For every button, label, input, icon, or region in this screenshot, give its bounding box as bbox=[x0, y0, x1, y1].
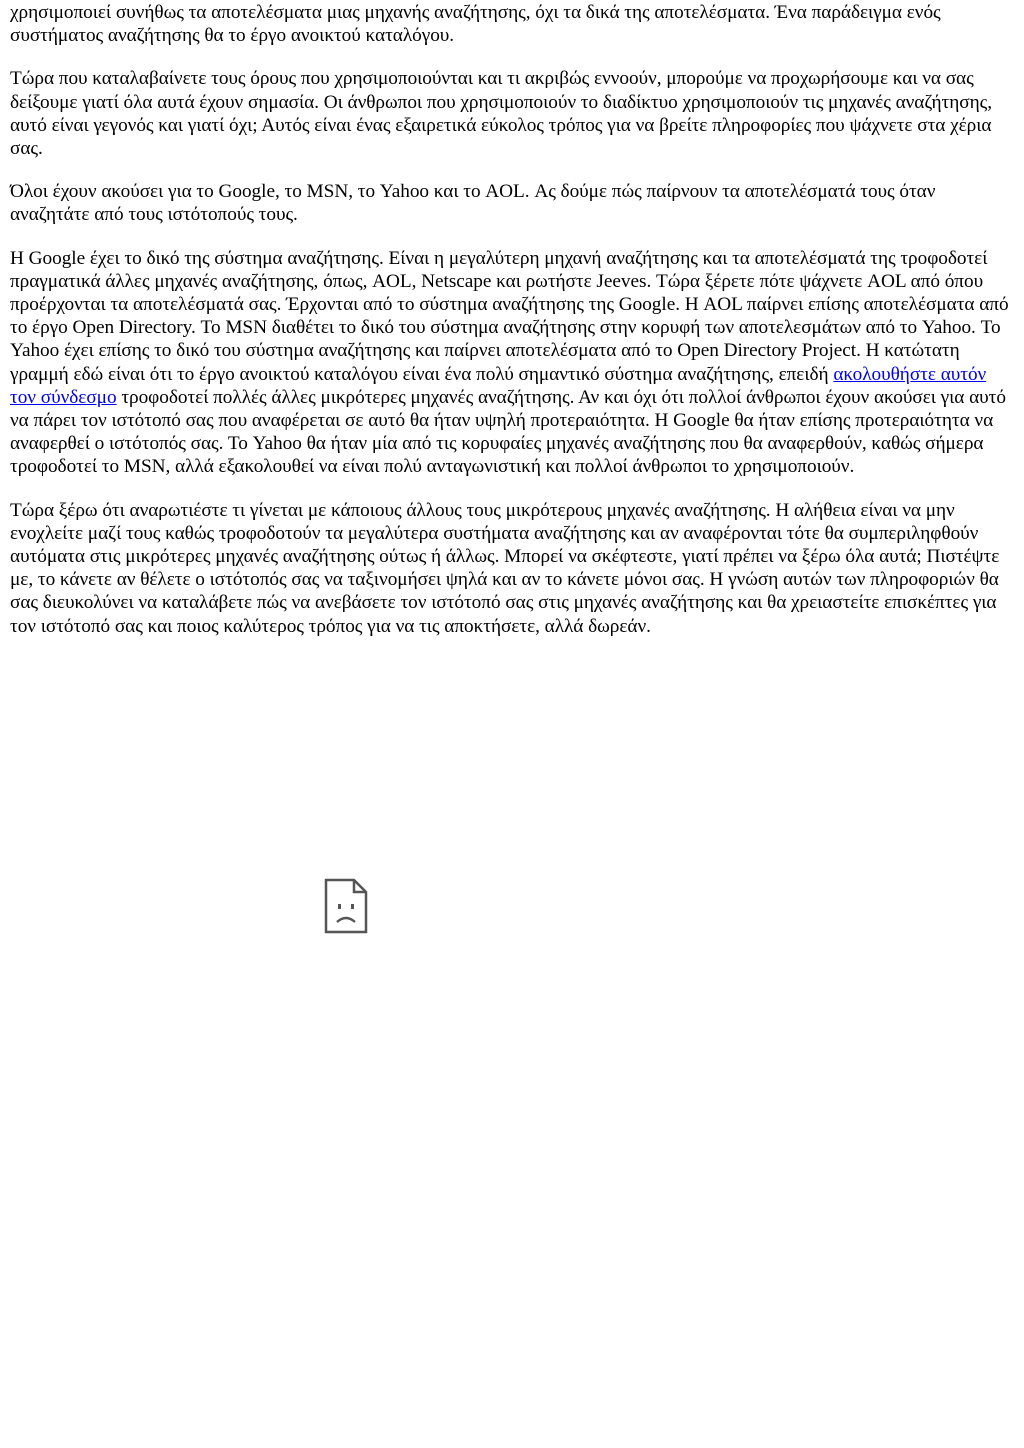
paragraph-2: Τώρα που καταλαβαίνετε τους όρους που χρησιμοποιούνται και τι ακριβώς εννοούν, μπορούμε να προχωρήσουμε και να σας δείξουμε γιατί όλα αυτά έχουν σημασία. Οι άνθρωποι που χρησιμοποιούν το διαδίκτυο χρησιμοποιούν τις μηχανές αναζήτησης, αυτό είναι γεγονός και γιατί όχι; Αυτός είναι ένας εξαιρετικά εύκολος τρόπος για να βρείτε πληροφορίες που ψάχνετε στα χέρια σας. bbox=[10, 68, 993, 160]
article-body bbox=[10, 1, 1016, 658]
paragraph-1: χρησιμοποιεί συνήθως τα αποτελέσματα μιας μηχανής αναζήτησης, όχι τα δικά της αποτελέσματα. Ένα παράδειγμα ενός συστήματος αναζήτησης θα το έργο ανοικτού καταλόγου. bbox=[10, 2, 941, 47]
paragraph-4-text-before: Η Google έχει το δικό της σύστημα αναζήτησης. Είναι η μεγαλύτερη μηχανή αναζήτησης και τα αποτελέσματά της τροφοδοτεί πραγματικά άλλες μηχανές αναζήτησης, όπως, AOL, Netscape και ρωτήστε Jeeves. Τώρα ξέρετε πότε ψάχνετε AOL από όπου προέρχονται τα αποτελέσματά σας. Έρχονται από το σύστημα αναζήτησης της Google. Η AOL παίρνει επίσης αποτελέσματα από το έργο Open Directory. Το MSN διαθέτει το δικό του σύστημα αναζήτησης στην κορυφή των αποτελεσμάτων από το Yahoo. Το Yahoo έχει επίσης το δικό του σύστημα αναζήτησης και παίρνει αποτελέσματα από το Open Directory Project. Η κατώτατη γραμμή εδώ είναι ότι το έργο ανοικτού καταλόγου είναι ένα πολύ σημαντικό σύστημα αναζήτησης, επειδή bbox=[10, 247, 1009, 385]
follow-link[interactable]: ακολουθήστε αυτόν τον σύνδεσμο bbox=[10, 363, 987, 408]
paragraph-4-text-after: τροφοδοτεί πολλές άλλες μικρότερες μηχανές αναζήτησης. Αν και όχι ότι πολλοί άνθρωποι έχουν ακούσει για αυτό να πάρει τον ιστότοπό σας που αναφέρεται σε αυτό θα ήταν υψηλή προτεραιότητα. Η Google θα ήταν επίσης προτεραιότητα να αναφερθεί ο ιστότοπός σας. Το Yahoo θα ήταν μία από τις κορυφαίες μηχανές αναζήτησης που θα αναφερθούν, καθώς σήμερα τροφοδοτεί το MSN, αλλά εξακολουθεί να είναι πολύ ανταγωνιστική και πολλοί άνθρωποι το χρησιμοποιούν. bbox=[10, 386, 1006, 478]
broken-image-icon bbox=[324, 878, 368, 934]
paragraph-3: Όλοι έχουν ακούσει για το Google, το MSN, το Yahoo και το AOL. Ας δούμε πώς παίρνουν τα αποτελέσματά τους όταν αναζητάτε από τους ιστότοπούς τους. bbox=[10, 181, 936, 226]
paragraph-5: Τώρα ξέρω ότι αναρωτιέστε τι γίνεται με κάποιους άλλους τους μικρότερους μηχανές αναζήτησης. Η αλήθεια είναι να μην ενοχλείτε μαζί τους καθώς τροφοδοτούν τα μεγαλύτερα συστήματα αναζήτησης και αν αναφέρονται τότε θα συμπεριληφθούν αυτόματα στις μικρότερες μηχανές αναζήτησης ούτως ή άλλως. Μπορεί να σκέφτεστε, γιατί πρέπει να ξέρω όλα αυτά; Πιστέψτε με, το κάνετε αν θέλετε ο ιστότοπός σας να ταξινομήσει ψηλά και αν το κάνετε μόνοι σας. Η γνώση αυτών των πληροφοριών θα σας διευκολύνει να καταλάβετε πώς να ανεβάσετε τον ιστότοπό σας στις μηχανές αναζήτησης και θα χρειαστείτε επισκέπτες για τον ιστότοπό σας και ποιος καλύτερος τρόπος για να τις αποκτήσετε, αλλά δωρεάν. bbox=[10, 499, 1000, 637]
paragraph-4 bbox=[10, 247, 1016, 479]
